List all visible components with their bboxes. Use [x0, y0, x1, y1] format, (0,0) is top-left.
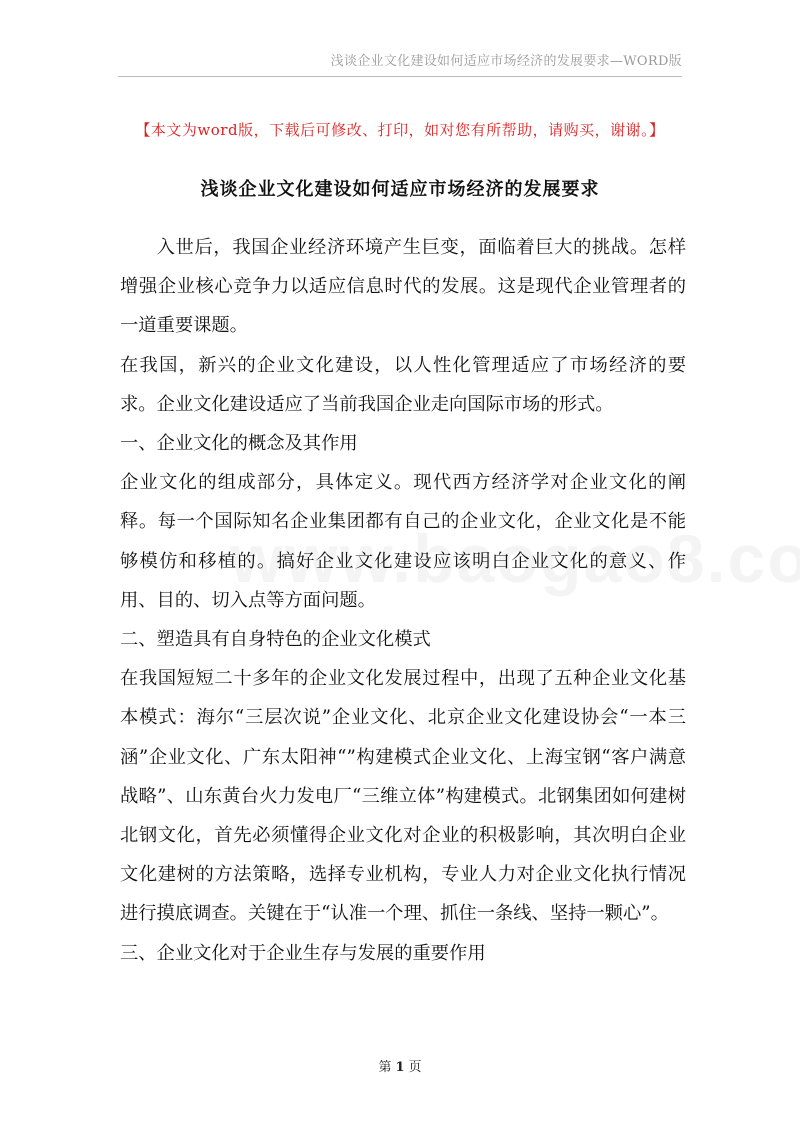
section-heading-3: 三、企业文化对于企业生存与发展的重要作用	[120, 942, 486, 964]
download-notice: 【本文为word版，下载后可修改、打印，如对您有所帮助，请购买，谢谢。】	[135, 121, 665, 139]
section-heading-1: 一、企业文化的概念及其作用	[120, 433, 358, 455]
paragraph-section-2: 在我国短短二十多年的企业文化发展过程中，出现了五种企业文化基本模式：海尔“三层次说”企业文化、北京企业文化建设协会“一本三涵”企业文化、广东太阳神“”构建模式企业文化、上海宝钢“客户满意战略”、山东黄台火力发电厂“三维立体”构建模式。北钢集团如何建树北钢文化，首先必须懂得企业文化对企业的积极影响，其次明白企业文化建树的方法策略，选择专业机构，专业人力对企业文化执行情况进行摸底调查。关键在于“认准一个理、抓住一条线、坚持一颗心”。	[120, 668, 686, 925]
paragraph-section-1: 企业文化的组成部分，具体定义。现代西方经济学对企业文化的阐释。每一个国际知名企业集团都有自己的企业文化，企业文化是不能够模仿和移植的。搞好企业文化建设应该明白企业文化的意义、作用、目的、切入点等方面问题。	[120, 472, 686, 611]
page-number: 1	[395, 1060, 405, 1075]
page-footer	[0, 1058, 800, 1078]
paragraph-intro: 入世后，我国企业经济环境产生巨变，面临着巨大的挑战。怎样增强企业核心竞争力以适应信息时代的发展。这是现代企业管理者的一道重要课题。	[120, 237, 686, 337]
document-body	[120, 228, 686, 973]
section-heading-2: 二、塑造具有自身特色的企业文化模式	[120, 629, 431, 651]
running-title: 浅谈企业文化建设如何适应市场经济的发展要求—WORD版	[330, 54, 682, 69]
running-header	[118, 48, 682, 77]
footer-prefix: 第	[378, 1060, 392, 1075]
document-title: 浅谈企业文化建设如何适应市场经济的发展要求	[200, 179, 600, 200]
paragraph-context: 在我国，新兴的企业文化建设，以人性化管理适应了市场经济的要求。企业文化建设适应了当前我国企业走向国际市场的形式。	[120, 354, 686, 415]
footer-suffix: 页	[408, 1060, 422, 1075]
